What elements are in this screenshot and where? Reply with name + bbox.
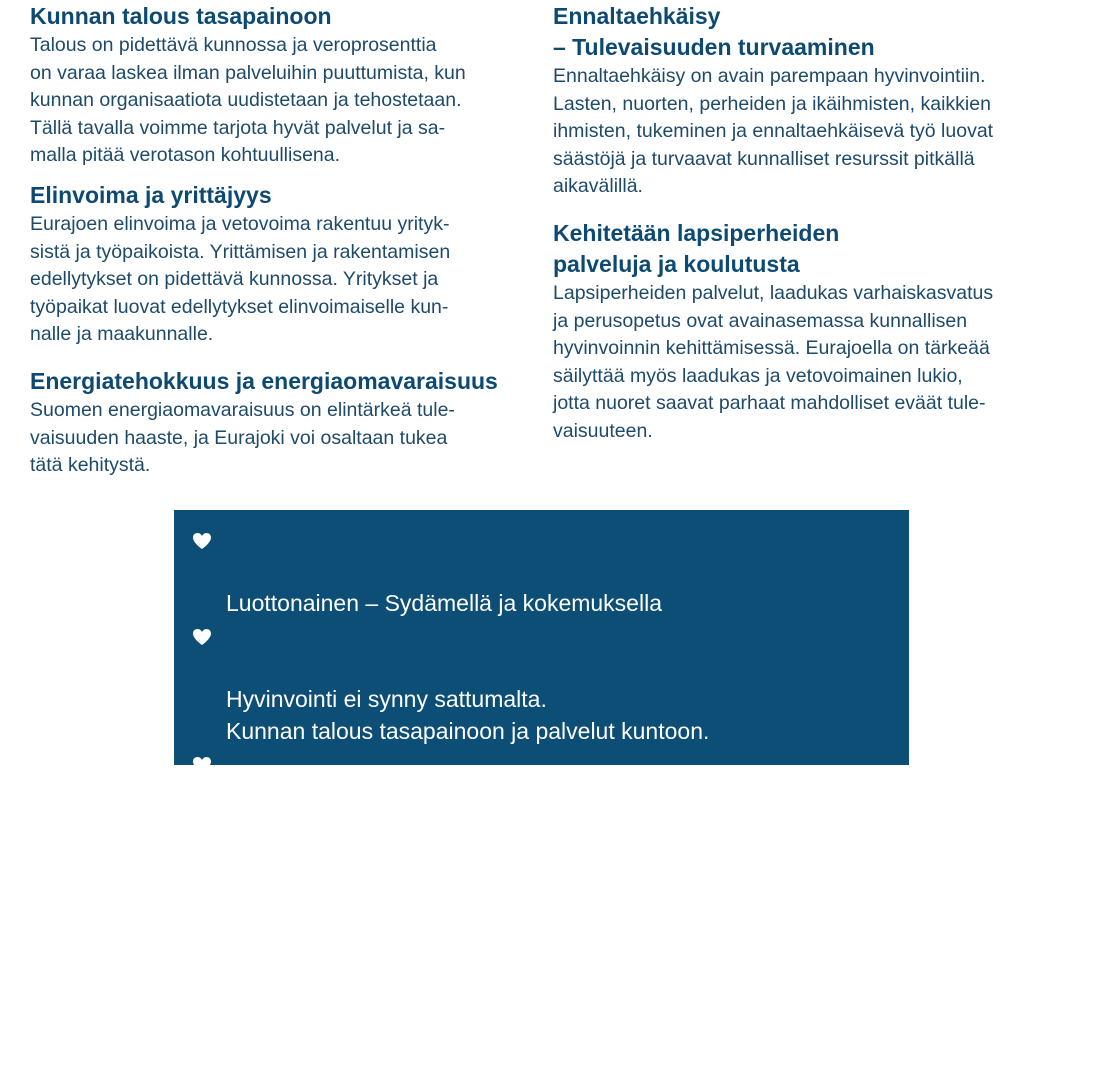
section-elinvoima (30, 180, 450, 349)
section-title: Ennaltaehkäisy – Tulevaisuuden turvaaminen (553, 3, 875, 60)
heart-icon (192, 980, 212, 998)
heart-icon (192, 852, 212, 870)
heart-icon (192, 532, 212, 550)
section-title: Kehitetään lapsiperheiden palveluja ja koulutusta (553, 220, 840, 277)
section-talous (30, 1, 466, 170)
list-item-text: Hyvinvointi ei synny sattumalta. Kunnan talous tasapainoon ja palvelut kuntoon. (226, 686, 710, 744)
section-energia (30, 366, 498, 480)
list-item (174, 619, 909, 747)
section-body: Talous on pidettävä kunnossa ja veroprosenttia on varaa laskea ilman palveluihin puuttumista, kun kunnan organisaatiota uudistetaan ja tehostetaan. Tällä tavalla voimme tarjota hyvät palvelut ja sa- malla pitää verotason kohtuullisena. (30, 34, 466, 166)
highlight-box (174, 510, 909, 1064)
list-item (174, 523, 909, 619)
section-body: Lapsiperheiden palvelut, laadukas varhaiskasvatus ja perusopetus ovat avainasemassa kunnallisen hyvinvoinnin kehittämisessä. Eurajoella on tärkeää säilyttää myös laadukas ja vetovoimainen lukio, jotta nuoret saavat parhaat mahdolliset eväät tule- vaisuuteen. (553, 282, 994, 442)
section-title: Elinvoima ja yrittäjyys (30, 182, 272, 208)
section-title: Energiatehokkuus ja energiaomavaraisuus (30, 368, 498, 394)
section-lapsiperheet (553, 218, 993, 445)
section-body: Eurajoen elinvoima ja vetovoima rakentuu yrityk- sistä ja työpaikoista. Yrittämisen ja rakentamisen edellytykset on pidettävä kunnossa. Yritykset ja työpaikat luovat edellytykset elinvoimaiselle kun- nalle ja maakunnalle. (30, 213, 451, 345)
section-ennaltaehkaisy (553, 1, 993, 201)
heart-icon (192, 628, 212, 646)
list-item-text: Luottonainen – Sydämellä ja kokemuksella (226, 590, 662, 616)
list-item (174, 843, 909, 971)
list-item-text: Lapsiperheiden palvelut kuntoon – Laadukas varhaiskasvatus ja perusopetus. (226, 910, 680, 968)
heart-icon (192, 756, 212, 774)
section-body: Ennaltaehkäisy on avain parempaan hyvinvointiin. Lasten, nuorten, perheiden ja ikäihmisten, kaikkien ihmisten, tukeminen ja ennaltaehkäisevä työ luovat säästöjä ja turvaavat kunnalliset resurssit pitkällä aikavälillä. (553, 65, 994, 197)
list-item (174, 747, 909, 843)
list-item (174, 971, 909, 1067)
section-title: Kunnan talous tasapainoon (30, 3, 332, 29)
bullet-list (174, 510, 909, 1067)
list-item-text: Eurajoki on Satakunnan paras paikka asua, elää ja yrittää. (226, 1038, 820, 1064)
section-body: Suomen energiaomavaraisuus on elintärkeä tule- vaisuuden haaste, ja Eurajoki voi osaltaan tukea tätä kehitystä. (30, 399, 455, 476)
list-item-text: Yritysmyönteinen kunta – Tukea yrittäjille ja työpaikoille. (226, 814, 794, 840)
